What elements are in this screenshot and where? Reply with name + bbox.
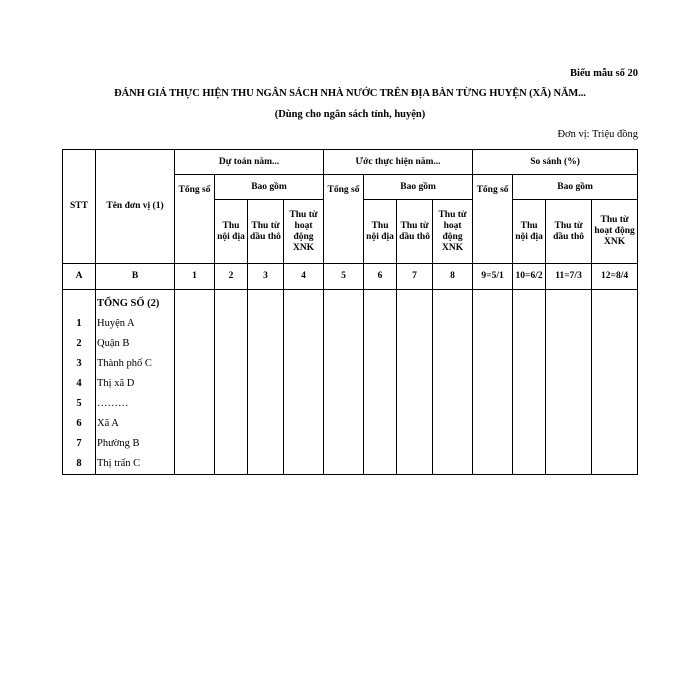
header-actual: Ước thực hiện năm... <box>324 150 473 175</box>
header-import-export: Thu từ hoạt động XNK <box>284 200 324 264</box>
header-import-export: Thu từ hoạt động XNK <box>433 200 473 264</box>
row-name: ……… <box>97 398 129 409</box>
row-name: Thị xã D <box>97 378 135 389</box>
header-includes: Bao gồm <box>215 175 324 200</box>
unit-name-column <box>96 290 175 475</box>
value-cell <box>433 290 473 475</box>
header-stt: STT <box>63 150 96 264</box>
value-cell <box>473 290 513 475</box>
column-code: B <box>96 264 175 290</box>
header-includes: Bao gồm <box>364 175 473 200</box>
column-code: 8 <box>433 264 473 290</box>
value-cell <box>592 290 638 475</box>
column-code: A <box>63 264 96 290</box>
unit-label: Đơn vị: Triệu đồng <box>557 129 638 140</box>
value-cell <box>215 290 248 475</box>
header-crude-oil: Thu từ dầu thô <box>397 200 433 264</box>
value-cell <box>175 290 215 475</box>
header-total: Tổng số <box>473 175 513 264</box>
column-code: 12=8/4 <box>592 264 638 290</box>
column-code: 2 <box>215 264 248 290</box>
row-name: Quận B <box>97 338 130 349</box>
header-total: Tổng số <box>324 175 364 264</box>
column-code: 10=6/2 <box>513 264 546 290</box>
value-cell <box>397 290 433 475</box>
row-name: Thị trấn C <box>97 458 141 469</box>
row-stt: 7 <box>76 438 82 449</box>
header-domestic: Thu nội địa <box>215 200 248 264</box>
header-unit-name: Tên đơn vị (1) <box>96 150 175 264</box>
row-stt: 6 <box>76 418 82 429</box>
form-number: Biểu mẫu số 20 <box>570 68 638 79</box>
column-code: 1 <box>175 264 215 290</box>
row-stt: 4 <box>76 378 82 389</box>
stt-column <box>63 290 96 475</box>
value-cell <box>513 290 546 475</box>
column-code: 4 <box>284 264 324 290</box>
column-code: 3 <box>248 264 284 290</box>
column-code: 7 <box>397 264 433 290</box>
row-name: Huyện A <box>97 318 135 329</box>
value-cell <box>248 290 284 475</box>
row-stt: 1 <box>76 318 82 329</box>
header-estimate: Dự toán năm... <box>175 150 324 175</box>
row-stt: 2 <box>76 338 82 349</box>
row-name: Thành phố C <box>97 358 152 369</box>
header-includes: Bao gồm <box>513 175 638 200</box>
value-cell <box>284 290 324 475</box>
value-cell <box>324 290 364 475</box>
row-name-total: TỔNG SỐ (2) <box>97 298 160 309</box>
report-title: ĐÁNH GIÁ THỰC HIỆN THU NGÂN SÁCH NHÀ NƯỚC TRÊN ĐỊA BÀN TỪNG HUYỆN (XÃ) NĂM... <box>114 88 586 99</box>
value-cell <box>364 290 397 475</box>
header-compare: So sánh (%) <box>473 150 638 175</box>
header-crude-oil: Thu từ dầu thô <box>248 200 284 264</box>
row-name: Phường B <box>97 438 140 449</box>
row-stt: 8 <box>76 458 82 469</box>
revenue-table <box>62 149 638 475</box>
header-total: Tổng số <box>175 175 215 264</box>
column-code: 6 <box>364 264 397 290</box>
header-crude-oil: Thu từ dầu thô <box>546 200 592 264</box>
row-stt: 3 <box>76 358 82 369</box>
header-domestic: Thu nội địa <box>513 200 546 264</box>
row-stt <box>64 294 94 314</box>
row-stt: 5 <box>76 398 82 409</box>
column-code: 5 <box>324 264 364 290</box>
header-domestic: Thu nội địa <box>364 200 397 264</box>
header-import-export: Thu từ hoạt động XNK <box>592 200 638 264</box>
value-cell <box>546 290 592 475</box>
column-code: 9=5/1 <box>473 264 513 290</box>
report-subtitle: (Dùng cho ngân sách tỉnh, huyện) <box>274 109 426 120</box>
row-name: Xã A <box>97 418 119 429</box>
column-code: 11=7/3 <box>546 264 592 290</box>
